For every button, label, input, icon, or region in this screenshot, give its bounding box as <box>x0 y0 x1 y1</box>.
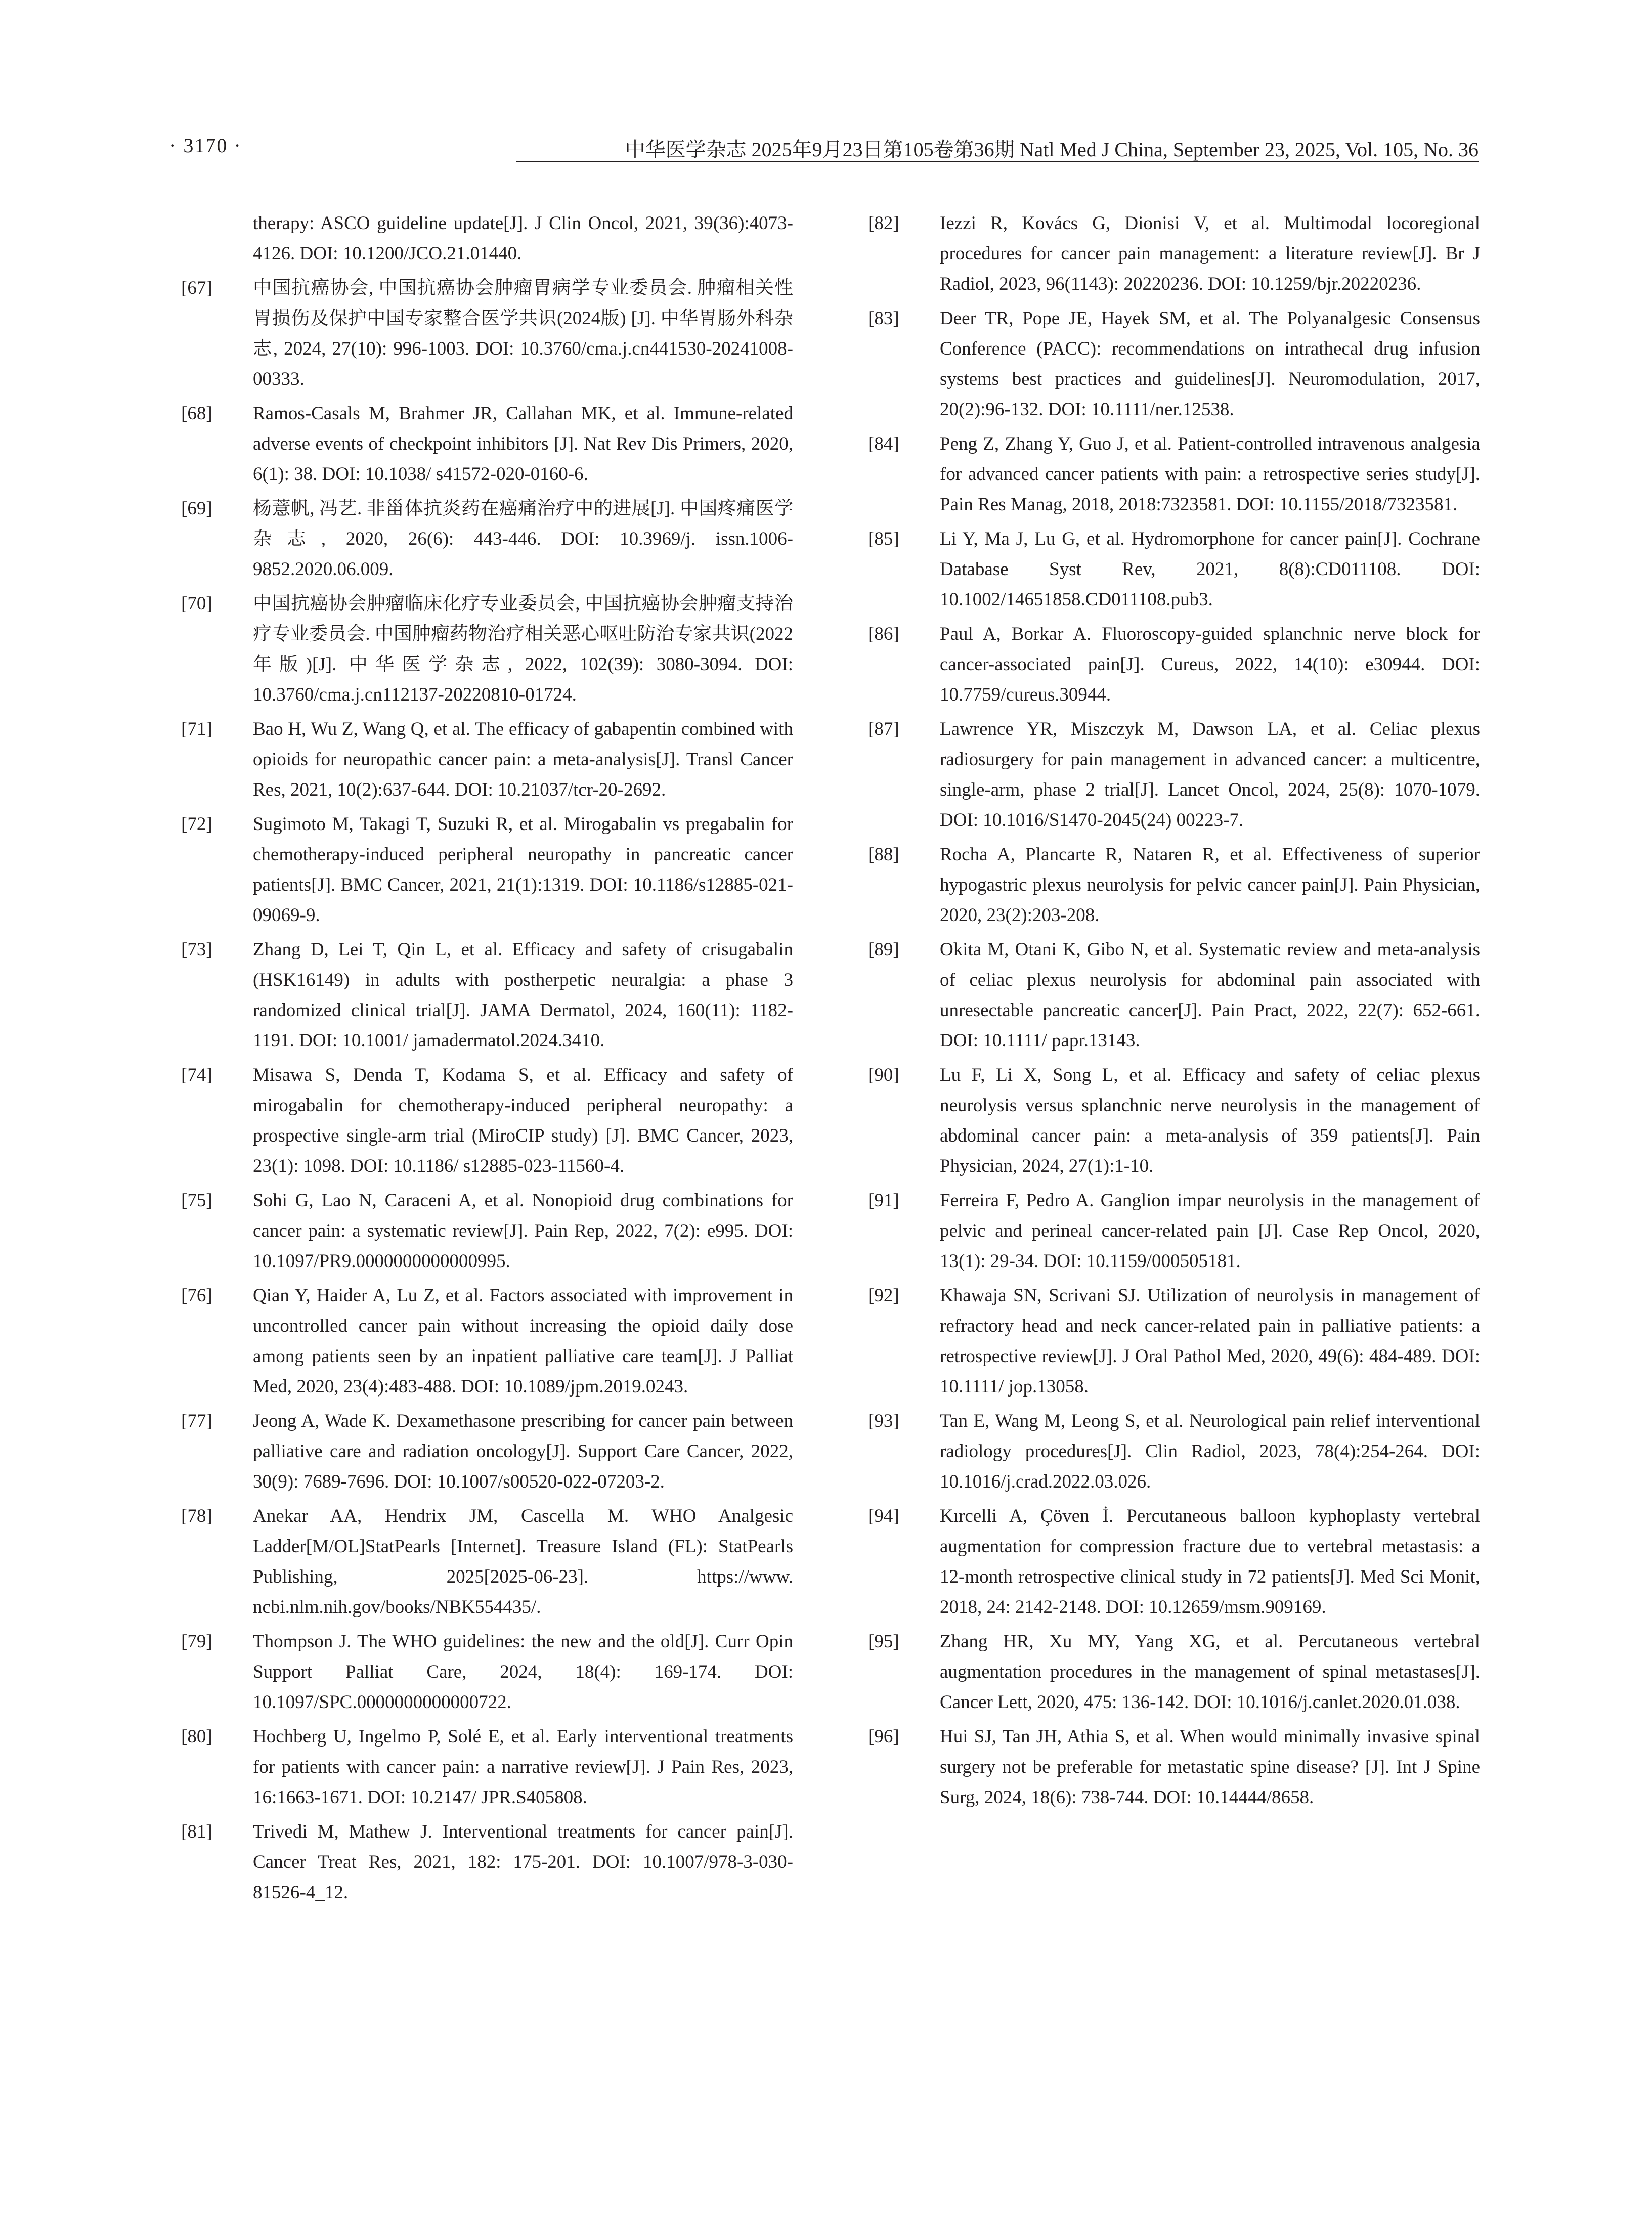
reference-text: Anekar AA, Hendrix JM, Cascella M. WHO Analgesic Ladder[M/OL]StatPearls [Internet]. Treasure Island (FL): StatPearls Publishing, 2025[2025-06-23]. https://www. ncbi.nlm.nih.gov/books/NBK554435/. <box>253 1506 793 1618</box>
reference-number: [93] <box>868 1411 899 1431</box>
reference-entry <box>181 589 793 710</box>
reference-text: Zhang D, Lei T, Qin L, et al. Efficacy and safety of crisugabalin (HSK16149) in adults with postherpetic neuralgia: a phase 3 randomized clinical trial[J]. JAMA Dermatol, 2024, 160(11): 1182-1191. DOI: 10.1001/ jamadermatol.2024.3410. <box>253 939 793 1051</box>
reference-number: [92] <box>868 1285 899 1306</box>
reference-number: [81] <box>181 1821 212 1842</box>
reference-entry <box>181 273 793 395</box>
reference-entry <box>868 619 1480 710</box>
reference-text: Paul A, Borkar A. Fluoroscopy-guided splanchnic nerve block for cancer-associated pain[J]. Cureus, 2022, 14(10): e30944. DOI: 10.7759/cureus.30944. <box>940 624 1480 705</box>
reference-number: [67] <box>181 278 212 298</box>
reference-number: [77] <box>181 1411 212 1431</box>
reference-number: [70] <box>181 593 212 614</box>
reference-number: [94] <box>868 1506 899 1526</box>
journal-running-head: 中华医学杂志 2025年9月23日第105卷第36期 Natl Med J China, September 23, 2025, Vol. 105, No. 36 <box>625 138 1479 161</box>
reference-text: Hochberg U, Ingelmo P, Solé E, et al. Early interventional treatments for patients with cancer pain: a narrative review[J]. J Pain Res, 2023, 16:1663-1671. DOI: 10.2147/ JPR.S405808. <box>253 1726 793 1808</box>
reference-text: Sugimoto M, Takagi T, Suzuki R, et al. Mirogabalin vs pregabalin for chemotherapy-induced peripheral neuropathy in pancreatic cancer patients[J]. BMC Cancer, 2021, 21(1):1319. DOI: 10.1186/s12885-021-09069-9. <box>253 814 793 926</box>
reference-number: [90] <box>868 1065 899 1085</box>
reference-entry <box>868 208 1480 299</box>
reference-number: [88] <box>868 844 899 865</box>
reference-entry <box>868 1406 1480 1497</box>
reference-text: Deer TR, Pope JE, Hayek SM, et al. The Polyanalgesic Consensus Conference (PACC): recommendations on intrathecal drug infusion systems best practices and guidelines[J]. Neuromodulation, 2017, 20(2):96-132. DOI: 10.1111/ner.12538. <box>940 308 1480 420</box>
references-right-column <box>868 208 1480 1817</box>
reference-text: Ramos-Casals M, Brahmer JR, Callahan MK, et al. Immune-related adverse events of checkpoint inhibitors [J]. Nat Rev Dis Primers, 2020, 6(1): 38. DOI: 10.1038/ s41572-020-0160-6. <box>253 403 793 485</box>
reference-number: [74] <box>181 1065 212 1085</box>
reference-text: 杨薏帆, 冯艺. 非甾体抗炎药在癌痛治疗中的进展[J]. 中国疼痛医学杂志, 2020, 26(6): 443-446. DOI: 10.3969/j. issn.1006-9852.2020.06.009. <box>253 498 793 580</box>
reference-text: Misawa S, Denda T, Kodama S, et al. Efficacy and safety of mirogabalin for chemotherapy-induced peripheral neuropathy: a prospective single-arm trial (MiroCIP study) [J]. BMC Cancer, 2023, 23(1): 1098. DOI: 10.1186/ s12885-023-11560-4. <box>253 1065 793 1176</box>
reference-entry <box>181 1817 793 1908</box>
reference-entry <box>868 1501 1480 1623</box>
reference-number: [84] <box>868 433 899 454</box>
reference-entry <box>868 303 1480 425</box>
reference-number: [85] <box>868 529 899 549</box>
reference-entry <box>868 1186 1480 1277</box>
reference-entry <box>181 1501 793 1623</box>
reference-text: Kırcelli A, Çöven İ. Percutaneous balloon kyphoplasty vertebral augmentation for compression fracture due to vertebral metastasis: a 12-month retrospective clinical study in 72 patients[J]. Med Sci Monit, 2018, 24: 2142-2148. DOI: 10.12659/msm.909169. <box>940 1506 1480 1618</box>
reference-text: Iezzi R, Kovács G, Dionisi V, et al. Multimodal locoregional procedures for cancer pain management: a literature review[J]. Br J Radiol, 2023, 96(1143): 20220236. DOI: 10.1259/bjr.20220236. <box>940 213 1480 294</box>
reference-entry <box>868 1060 1480 1182</box>
reference-number: [79] <box>181 1631 212 1652</box>
reference-entry <box>868 840 1480 931</box>
reference-entry <box>181 494 793 585</box>
reference-number: [83] <box>868 308 899 329</box>
reference-text: Bao H, Wu Z, Wang Q, et al. The efficacy of gabapentin combined with opioids for neuropathic cancer pain: a meta-analysis[J]. Transl Cancer Res, 2021, 10(2):637-644. DOI: 10.21037/tcr-20-2692. <box>253 719 793 800</box>
reference-entry <box>868 524 1480 615</box>
reference-number: [86] <box>868 624 899 644</box>
reference-number: [96] <box>868 1726 899 1747</box>
page-header <box>0 126 1652 167</box>
reference-text: therapy: ASCO guideline update[J]. J Clin Oncol, 2021, 39(36):4073-4126. DOI: 10.1200/JCO.21.01440. <box>253 213 793 264</box>
reference-text: Rocha A, Plancarte R, Nataren R, et al. Effectiveness of superior hypogastric plexus neurolysis for pelvic cancer pain[J]. Pain Physician, 2020, 23(2):203-208. <box>940 844 1480 926</box>
reference-entry <box>181 935 793 1056</box>
reference-text: Qian Y, Haider A, Lu Z, et al. Factors associated with improvement in uncontrolled cancer pain without increasing the opioid daily dose among patients seen by an inpatient palliative care team[J]. J Palliat Med, 2020, 23(4):483-488. DOI: 10.1089/jpm.2019.0243. <box>253 1285 793 1397</box>
reference-text: 中国抗癌协会肿瘤临床化疗专业委员会, 中国抗癌协会肿瘤支持治疗专业委员会. 中国肿瘤药物治疗相关恶心呕吐防治专家共识(2022年版)[J]. 中华医学杂志, 2022, 102(39): 3080-3094. DOI: 10.3760/cma.j.cn112137-20220810-01724. <box>253 593 793 705</box>
reference-text: Okita M, Otani K, Gibo N, et al. Systematic review and meta-analysis of celiac plexus neurolysis for abdominal pain associated with unresectable pancreatic cancer[J]. Pain Pract, 2022, 22(7): 652-661. DOI: 10.1111/ papr.13143. <box>940 939 1480 1051</box>
reference-number: [71] <box>181 719 212 739</box>
reference-text: Thompson J. The WHO guidelines: the new and the old[J]. Curr Opin Support Palliat Care, 2024, 18(4): 169-174. DOI: 10.1097/SPC.0000000000000722. <box>253 1631 793 1713</box>
reference-text: Peng Z, Zhang Y, Guo J, et al. Patient-controlled intravenous analgesia for advanced cancer patients with pain: a retrospective series study[J]. Pain Res Manag, 2018, 2018:7323581. DOI: 10.1155/2018/7323581. <box>940 433 1480 515</box>
reference-entry <box>181 714 793 805</box>
reference-text: 中国抗癌协会, 中国抗癌协会肿瘤胃病学专业委员会. 肿瘤相关性胃损伤及保护中国专家整合医学共识(2024版) [J]. 中华胃肠外科杂志, 2024, 27(10): 996-1003. DOI: 10.3760/cma.j.cn441530-20241008-00333. <box>253 278 793 389</box>
reference-entry <box>181 1281 793 1402</box>
reference-text: Lu F, Li X, Song L, et al. Efficacy and safety of celiac plexus neurolysis versus splanchnic nerve neurolysis in the management of abdominal cancer pain: a meta-analysis of 359 patients[J]. Pain Physician, 2024, 27(1):1-10. <box>940 1065 1480 1176</box>
reference-text: Jeong A, Wade K. Dexamethasone prescribing for cancer pain between palliative care and radiation oncology[J]. Support Care Cancer, 2022, 30(9): 7689-7696. DOI: 10.1007/s00520-022-07203-2. <box>253 1411 793 1492</box>
reference-number: [80] <box>181 1726 212 1747</box>
reference-entry <box>181 1627 793 1718</box>
reference-entry <box>181 1060 793 1182</box>
reference-entry <box>868 714 1480 836</box>
reference-entry <box>868 1627 1480 1718</box>
page-number: · 3170 · <box>169 134 242 157</box>
reference-entry <box>181 1406 793 1497</box>
reference-entry <box>868 1281 1480 1402</box>
reference-text: Zhang HR, Xu MY, Yang XG, et al. Percutaneous vertebral augmentation procedures in the management of spinal metastases[J]. Cancer Lett, 2020, 475: 136-142. DOI: 10.1016/j.canlet.2020.01.038. <box>940 1631 1480 1713</box>
reference-text: Hui SJ, Tan JH, Athia S, et al. When would minimally invasive spinal surgery not be preferable for metastatic spine disease? [J]. Int J Spine Surg, 2024, 18(6): 738-744. DOI: 10.14444/8658. <box>940 1726 1480 1808</box>
reference-number: [72] <box>181 814 212 835</box>
reference-number: [91] <box>868 1190 899 1211</box>
reference-text: Sohi G, Lao N, Caraceni A, et al. Nonopioid drug combinations for cancer pain: a systematic review[J]. Pain Rep, 2022, 7(2): e995. DOI: 10.1097/PR9.0000000000000995. <box>253 1190 793 1272</box>
reference-text: Tan E, Wang M, Leong S, et al. Neurological pain relief interventional radiology procedures[J]. Clin Radiol, 2023, 78(4):254-264. DOI: 10.1016/j.crad.2022.03.026. <box>940 1411 1480 1492</box>
reference-number: [95] <box>868 1631 899 1652</box>
reference-text: Ferreira F, Pedro A. Ganglion impar neurolysis in the management of pelvic and perineal cancer-related pain [J]. Case Rep Oncol, 2020, 13(1): 29-34. DOI: 10.1159/000505181. <box>940 1190 1480 1272</box>
reference-entry <box>868 935 1480 1056</box>
reference-number: [82] <box>868 213 899 234</box>
reference-text: Li Y, Ma J, Lu G, et al. Hydromorphone for cancer pain[J]. Cochrane Database Syst Rev, 2021, 8(8):CD011108. DOI: 10.1002/14651858.CD011108.pub3. <box>940 529 1480 610</box>
reference-entry <box>181 208 793 269</box>
reference-entry <box>868 429 1480 520</box>
reference-number: [76] <box>181 1285 212 1306</box>
header-rule <box>516 161 1479 162</box>
reference-text: Lawrence YR, Miszczyk M, Dawson LA, et al. Celiac plexus radiosurgery for pain management in advanced cancer: a multicentre, single-arm, phase 2 trial[J]. Lancet Oncol, 2024, 25(8): 1070-1079. DOI: 10.1016/S1470-2045(24) 00223-7. <box>940 719 1480 831</box>
reference-entry <box>181 1186 793 1277</box>
reference-number: [89] <box>868 939 899 960</box>
reference-number: [68] <box>181 403 212 424</box>
reference-text: Trivedi M, Mathew J. Interventional treatments for cancer pain[J]. Cancer Treat Res, 2021, 182: 175-201. DOI: 10.1007/978-3-030-81526-4_12. <box>253 1821 793 1903</box>
reference-number: [69] <box>181 498 212 519</box>
reference-text: Khawaja SN, Scrivani SJ. Utilization of neurolysis in management of refractory head and neck cancer-related pain in palliative patients: a retrospective review[J]. J Oral Pathol Med, 2020, 49(6): 484-489. DOI: 10.1111/ jop.13058. <box>940 1285 1480 1397</box>
reference-number: [87] <box>868 719 899 739</box>
reference-entry <box>868 1722 1480 1813</box>
reference-entry <box>181 399 793 490</box>
reference-entry <box>181 1722 793 1813</box>
reference-number: [78] <box>181 1506 212 1526</box>
reference-number: [73] <box>181 939 212 960</box>
reference-number: [75] <box>181 1190 212 1211</box>
references-left-column <box>181 208 793 1912</box>
reference-entry <box>181 809 793 931</box>
